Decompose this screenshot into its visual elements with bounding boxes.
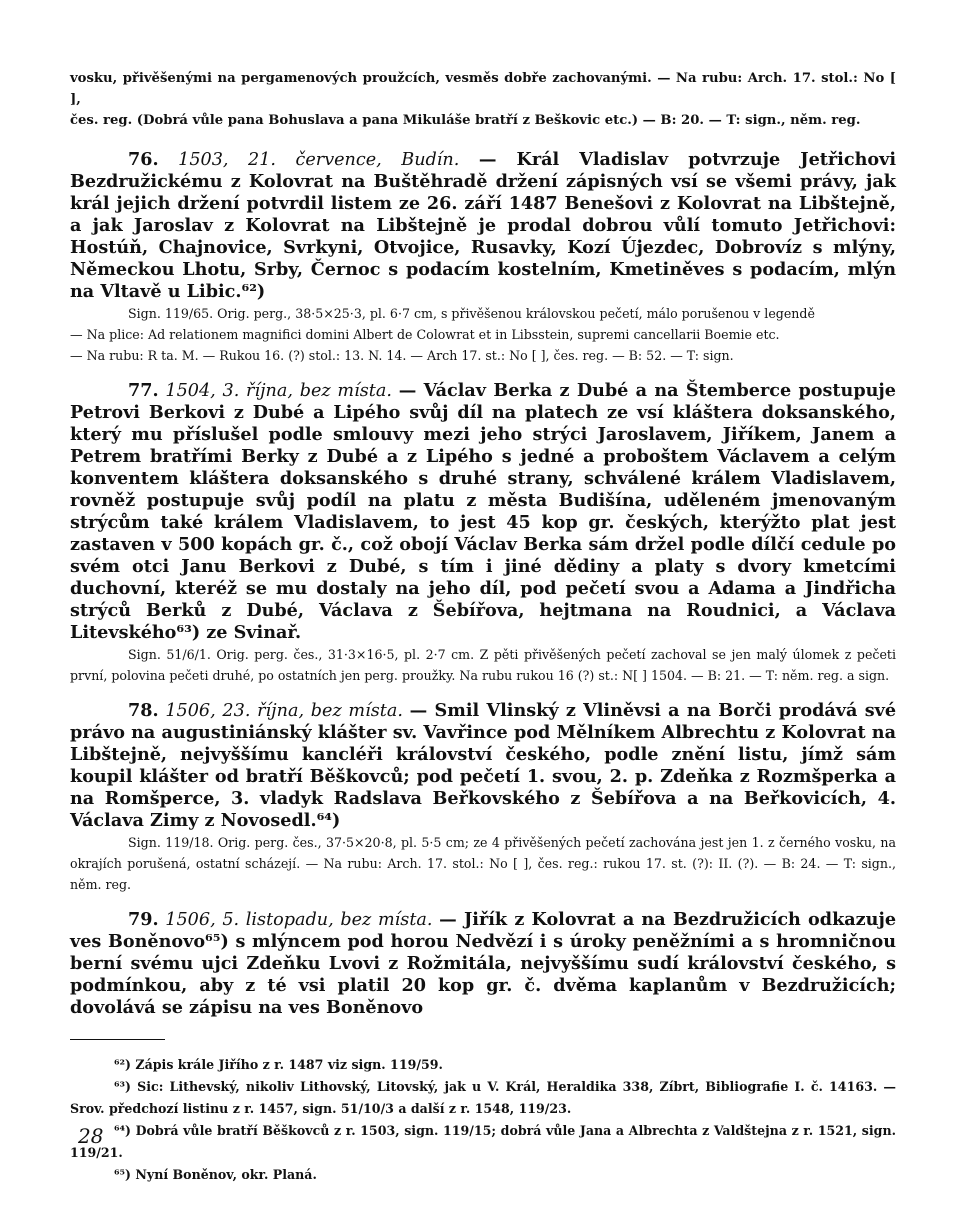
entry-date: 1503, 21. července, Budín.: [178, 150, 460, 170]
entry-date: 1506, 5. listopadu, bez místa.: [165, 910, 433, 930]
footnote-62: ⁶²) Zápis krále Jiřího z r. 1487 viz sign. 119/59.: [114, 1057, 443, 1072]
entry-79: [70, 909, 896, 1019]
entry-78: [70, 700, 896, 832]
entry-note: Sign. 119/65. Orig. perg., 38·5×25·3, pl. 6·7 cm, s přivěšenou královskou pečetí, málo porušenou v legendě: [128, 306, 815, 321]
entry-note: — Na rubu: R ta. M. — Rukou 16. (?) stol.: 13. N. 14. — Arch 17. st.: No [ ], čes. reg. — B: 52. — T: sign.: [70, 348, 734, 363]
entry-note: Sign. 51/6/1. Orig. perg. čes., 31·3×16·5, pl. 2·7 cm. Z pěti přivěšených pečetí zachoval se jen malý úlomek z pečeti první, polovina pečeti druhé, po ostatních jen perg. proužky. Na rubu rukou 16 (?) st.: N[ ] 1504. — B: 21. — T: něm. reg. a sign.: [70, 647, 896, 683]
document-page: [70, 68, 896, 1186]
entry-note: Sign. 119/18. Orig. perg. čes., 37·5×20·8, pl. 5·5 cm; ze 4 přivěšených pečetí zachována jest jen 1. z černého vosku, na okrajích porušená, ostatní scházejí. — Na rubu: Arch. 17. stol.: No [ ], čes. reg.: rukou 17. st. (?): II. (?). — B: 24. — T: sign., něm. reg.: [70, 835, 896, 892]
entry-77: [70, 380, 896, 644]
entry-number: 76.: [128, 149, 159, 170]
entry-number: 79.: [128, 909, 159, 930]
entry-text: — Smil Vlinský z Vliněvsi a na Borči prodává své právo na augustiniánský klášter sv. Vavřince pod Mělníkem Albrechtu z Kolovrat na Libštejně, nejvyššímu kancléři království českého, podle znění listu, jímž sám koupil klášter od bratří Běškovců; pod pečetí 1. svou, 2. p. Zdeňka z Rozmšperka a na Romšperce, 3. vladyk Radslava Beřkovského z Šebířova a na Beřkovicích, 4. Václava Zimy z Novosedl.⁶⁴): [70, 700, 897, 831]
footnote-divider: [70, 1039, 165, 1040]
entry-date: 1504, 3. října, bez místa.: [165, 381, 392, 401]
entry-76: [70, 149, 896, 303]
footnote-63: ⁶³) Sic: Lithevský, nikoliv Lithovský, Litovský, jak u V. Král, Heraldika 338, Zíbrt, Bibliografie I. č. 14163. — Srov. předchozí listinu z r. 1457, sign. 51/10/3 a další z r. 1548, 119/23.: [70, 1079, 896, 1116]
entry-text: — Jiřík z Kolovrat a na Bezdružicích odkazuje ves Boněnovo⁶⁵) s mlýncem pod horou Nedvězí i s úroky peněžními a s hromničnou berní svému ujci Zdeňku Lvovi z Rožmitála, nejvyššímu sudí království českého, s podmínkou, aby z té vsi platil 20 kop gr. č. dvěma kaplanům v Bezdružicích; dovolává se zápisu na ves Boněnovo: [70, 909, 897, 1018]
entry-note: — Na plice: Ad relationem magnifici domini Albert de Colowrat et in Libsstein, supremi cancellarii Boemie etc.: [70, 327, 780, 342]
footnote-64: ⁶⁴) Dobrá vůle bratří Běškovců z r. 1503, sign. 119/15; dobrá vůle Jana a Albrechta z Valdštejna z r. 1521, sign. 119/21.: [70, 1123, 896, 1160]
entry-number: 78.: [128, 700, 159, 721]
entry-number: 77.: [128, 380, 159, 401]
page-number: 28: [78, 1124, 104, 1148]
continuation-line-2: čes. reg. (Dobrá vůle pana Bohuslava a pana Mikuláše bratří z Beškovic etc.) — B: 20. — T: sign., něm. reg.: [70, 113, 861, 128]
continuation-line-1: vosku, přivěšenými na pergamenových proužcích, vesměs dobře zachovanými. — Na rubu: Arch. 17. stol.: No [ ],: [70, 71, 896, 107]
entry-date: 1506, 23. října, bez místa.: [165, 701, 403, 721]
entry-text: — Václav Berka z Dubé a na Štemberce postupuje Petrovi Berkovi z Dubé a Lipého svůj díl na platech ze vsí kláštera doksanského, který mu příslušel podle smlouvy mezi jeho strýci Jaroslavem, Jiříkem, Janem a Petrem bratřími Berky z Dubé a z Lipého s jedné a proboštem Václavem a celým konventem kláštera doksanského s druhé strany, schválené králem Vladislavem, rovněž postupuje svůj podíl na platu z města Budišína, uděleném jmenovaným strýcům také králem Vladislavem, to jest 45 kop gr. českých, kterýžto plat jest zastaven v 500 kopách gr. č., což obojí Václav Berka sám držel podle dílčí cedule po svém otci Janu Berkovi z Dubé, s tím i jiné dědiny a platy s dvory kmetcími duchovní, kteréž se mu dostaly na jeho díl, pod pečetí svou a Adama a Jindřicha strýců Berků z Dubé, Václava z Šebířova, hejtmana na Roudnici, a Václava Litevského⁶³) ze Svinař.: [70, 380, 896, 643]
footnote-65: ⁶⁵) Nyní Boněnov, okr. Planá.: [114, 1167, 317, 1182]
entry-text: — Král Vladislav potvrzuje Jetřichovi Bezdružickému z Kolovrat na Buštěhradě držení zápisných vsí se všemi právy, jak král jejich držení potvrdil listem ze 26. září 1487 Benešovi z Kolovrat na Libštejně, a jak Jaroslav z Kolovrat na Libštejně je prodal dobrou vůlí tomuto Jetřichovi: Hostúň, Chajnovice, Svrkyni, Otvojice, Rusavky, Kozí Újezdec, Dobrovíz s mlýny, Německou Lhotu, Srby, Černoc s podacím kostelním, Kmetiněves s podacím, mlýn na Vltavě u Libic.⁶²): [70, 149, 897, 302]
